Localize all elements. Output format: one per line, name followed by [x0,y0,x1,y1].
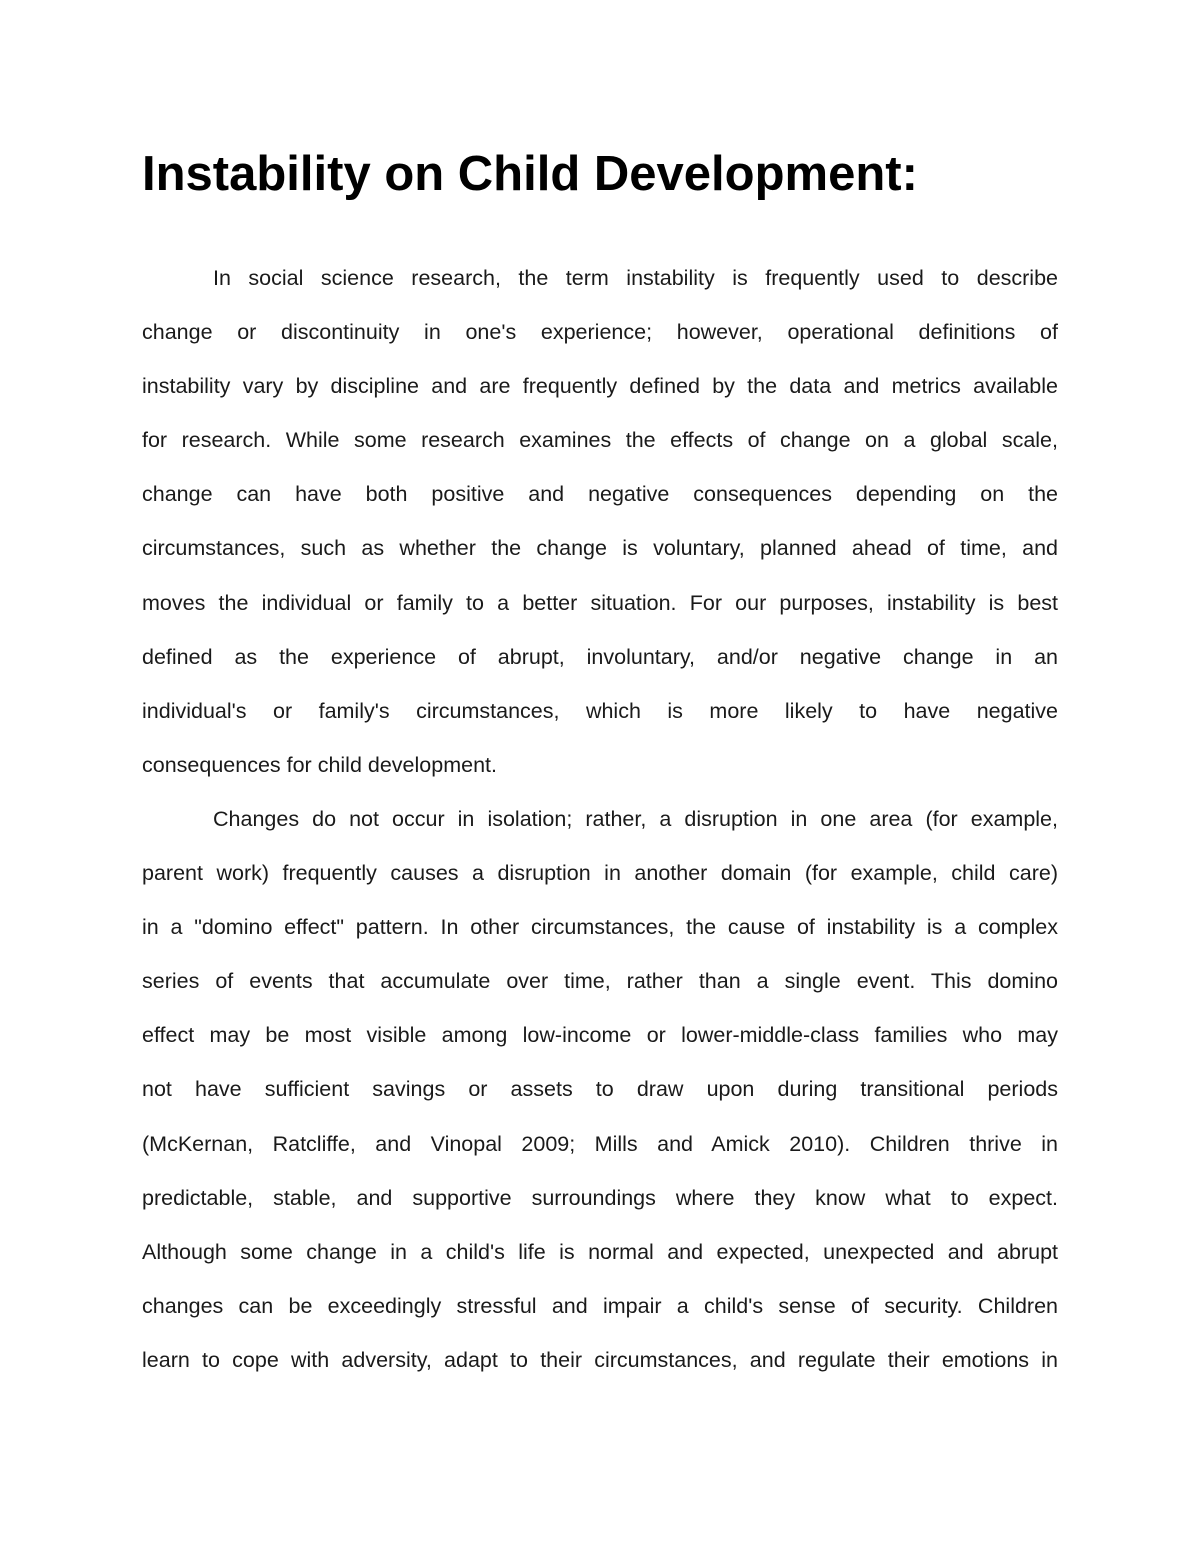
paragraph-line: for research. While some research examines the effects of change on a global scale, [142,428,1058,453]
paragraph-line: parent work) frequently causes a disruption in another domain (for example, child care) [142,861,1058,886]
paragraph-line: learn to cope with adversity, adapt to their circumstances, and regulate their emotions in [142,1347,1058,1372]
paragraph-line: defined as the experience of abrupt, involuntary, and/or negative change in an [142,644,1058,669]
paragraph-1 [142,251,1058,792]
paragraph-line: individual's or family's circumstances, which is more likely to have negative [142,698,1058,723]
paragraph-line: In social science research, the term instability is frequently used to describe [213,266,1058,290]
paragraph-line: change can have both positive and negative consequences depending on the [142,482,1058,507]
document-title: Instability on Child Development: [142,147,918,201]
paragraph-line: moves the individual or family to a better situation. For our purposes, instability is best [142,590,1058,615]
paragraph-line: not have sufficient savings or assets to draw upon during transitional periods [142,1077,1058,1102]
paragraph-line: change or discontinuity in one's experience; however, operational definitions of [142,320,1058,345]
paragraph-line: circumstances, such as whether the change is voluntary, planned ahead of time, and [142,536,1058,561]
paragraph-line: Although some change in a child's life is normal and expected, unexpected and abrupt [142,1239,1058,1264]
paragraph-line: consequences for child development. [142,752,497,777]
paragraph-line: instability vary by discipline and are frequently defined by the data and metrics available [142,374,1058,399]
paragraph-line: effect may be most visible among low-income or lower-middle-class families who may [142,1023,1058,1048]
paragraph-2 [142,792,1058,1387]
paragraph-line: (McKernan, Ratcliffe, and Vinopal 2009; Mills and Amick 2010). Children thrive in [142,1131,1058,1156]
paragraph-line: Changes do not occur in isolation; rather, a disruption in one area (for example, [213,806,1058,831]
document-body [142,251,1058,1387]
paragraph-line: changes can be exceedingly stressful and impair a child's sense of security. Children [142,1293,1058,1318]
paragraph-line: in a "domino effect" pattern. In other circumstances, the cause of instability is a complex [142,915,1058,940]
paragraph-line: predictable, stable, and supportive surroundings where they know what to expect. [142,1185,1058,1210]
paragraph-line: series of events that accumulate over time, rather than a single event. This domino [142,969,1058,994]
